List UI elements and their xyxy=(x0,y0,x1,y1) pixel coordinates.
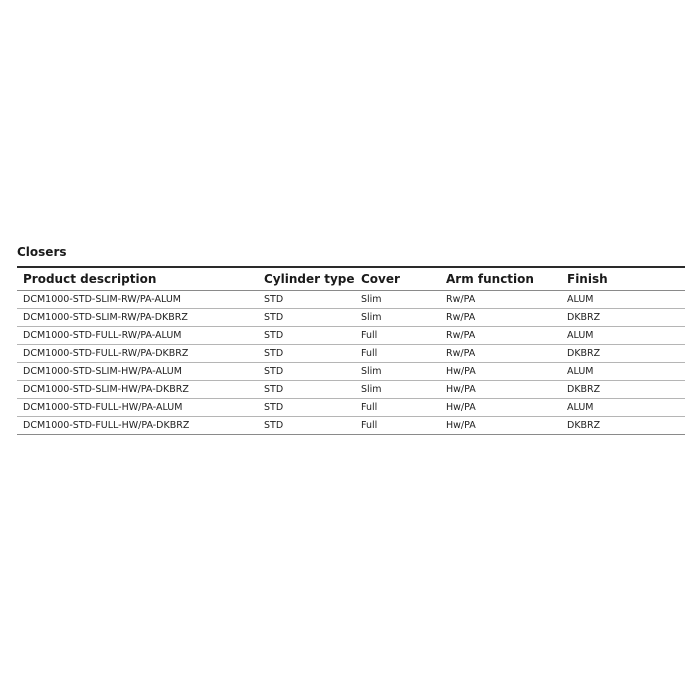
cell-cover: Full xyxy=(355,345,440,363)
cell-product-description: DCM1000-STD-FULL-HW/PA-DKBRZ xyxy=(17,417,258,435)
table-row xyxy=(17,327,685,345)
cell-cylinder-type: STD xyxy=(258,363,355,381)
cell-cylinder-type: STD xyxy=(258,309,355,327)
cell-product-description: DCM1000-STD-SLIM-RW/PA-DKBRZ xyxy=(17,309,258,327)
table-row xyxy=(17,399,685,417)
cell-arm-function: Rw/PA xyxy=(440,309,561,327)
cell-arm-function: Rw/PA xyxy=(440,327,561,345)
cell-arm-function: Hw/PA xyxy=(440,399,561,417)
cell-arm-function: Hw/PA xyxy=(440,417,561,435)
header-arm-function: Arm function xyxy=(440,267,561,291)
cell-cover: Slim xyxy=(355,291,440,309)
cell-product-description: DCM1000-STD-SLIM-RW/PA-ALUM xyxy=(17,291,258,309)
cell-product-description: DCM1000-STD-SLIM-HW/PA-ALUM xyxy=(17,363,258,381)
cell-finish: DKBRZ xyxy=(561,309,685,327)
cell-finish: DKBRZ xyxy=(561,417,685,435)
cell-arm-function: Rw/PA xyxy=(440,291,561,309)
table-row xyxy=(17,381,685,399)
cell-cylinder-type: STD xyxy=(258,345,355,363)
cell-product-description: DCM1000-STD-SLIM-HW/PA-DKBRZ xyxy=(17,381,258,399)
header-cover: Cover xyxy=(355,267,440,291)
cell-cover: Slim xyxy=(355,363,440,381)
cell-finish: ALUM xyxy=(561,291,685,309)
cell-cylinder-type: STD xyxy=(258,291,355,309)
cell-cylinder-type: STD xyxy=(258,417,355,435)
cell-product-description: DCM1000-STD-FULL-RW/PA-ALUM xyxy=(17,327,258,345)
cell-finish: DKBRZ xyxy=(561,381,685,399)
cell-cylinder-type: STD xyxy=(258,381,355,399)
header-cylinder-type: Cylinder type xyxy=(258,267,355,291)
cell-product-description: DCM1000-STD-FULL-HW/PA-ALUM xyxy=(17,399,258,417)
table-body xyxy=(17,291,685,435)
cell-finish: ALUM xyxy=(561,327,685,345)
cell-cylinder-type: STD xyxy=(258,399,355,417)
header-row xyxy=(17,267,685,291)
table-row xyxy=(17,309,685,327)
header-finish: Finish xyxy=(561,267,685,291)
cell-cover: Full xyxy=(355,417,440,435)
header-product-description: Product description xyxy=(17,267,258,291)
cell-finish: ALUM xyxy=(561,363,685,381)
cell-arm-function: Hw/PA xyxy=(440,363,561,381)
cell-cylinder-type: STD xyxy=(258,327,355,345)
section-title: Closers xyxy=(17,245,67,259)
table-header xyxy=(17,267,685,291)
table-row xyxy=(17,345,685,363)
cell-finish: DKBRZ xyxy=(561,345,685,363)
table-row xyxy=(17,417,685,435)
table-row xyxy=(17,291,685,309)
cell-cover: Full xyxy=(355,399,440,417)
cell-cover: Slim xyxy=(355,381,440,399)
cell-arm-function: Rw/PA xyxy=(440,345,561,363)
cell-product-description: DCM1000-STD-FULL-RW/PA-DKBRZ xyxy=(17,345,258,363)
cell-cover: Slim xyxy=(355,309,440,327)
cell-cover: Full xyxy=(355,327,440,345)
cell-finish: ALUM xyxy=(561,399,685,417)
product-table xyxy=(17,266,685,435)
cell-arm-function: Hw/PA xyxy=(440,381,561,399)
table-row xyxy=(17,363,685,381)
